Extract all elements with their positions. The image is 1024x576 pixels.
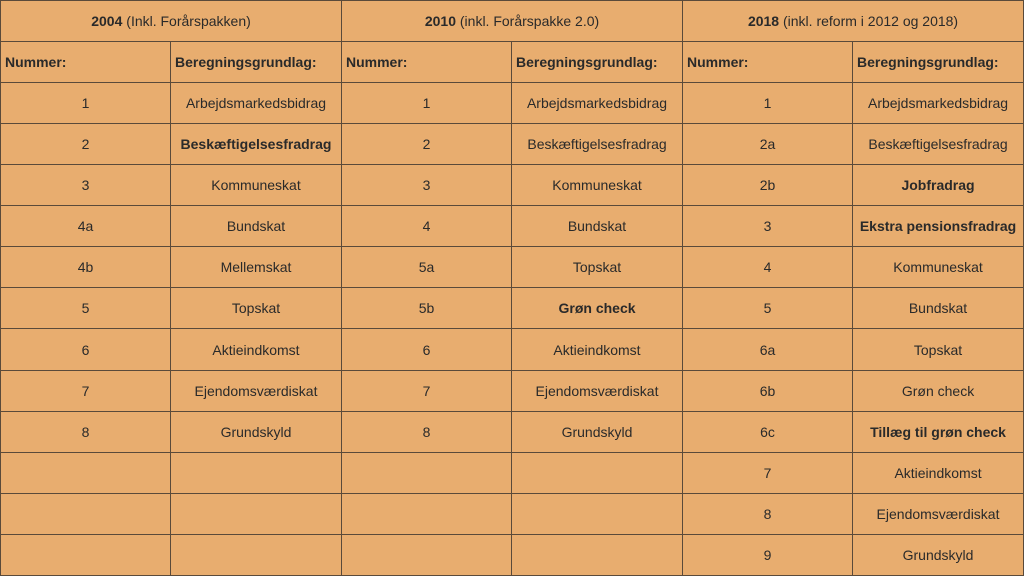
number-cell — [342, 452, 512, 493]
basis-cell — [512, 534, 683, 575]
number-cell: 9 — [683, 534, 853, 575]
basis-cell: Jobfradrag — [853, 165, 1024, 206]
table-row — [1, 124, 1024, 165]
column-header-row — [1, 42, 1024, 83]
table-row — [1, 206, 1024, 247]
table-row — [1, 534, 1024, 575]
number-header: Nummer: — [1, 42, 171, 83]
basis-cell — [171, 534, 342, 575]
number-cell: 5 — [683, 288, 853, 329]
group-header-2010 — [342, 1, 683, 42]
group-note: (inkl. reform i 2012 og 2018) — [779, 13, 959, 29]
number-cell: 7 — [683, 452, 853, 493]
number-cell: 6b — [683, 370, 853, 411]
table-row — [1, 165, 1024, 206]
basis-cell: Grundskyld — [171, 411, 342, 452]
number-cell: 2 — [1, 124, 171, 165]
number-cell: 8 — [683, 493, 853, 534]
basis-cell: Ejendomsværdiskat — [171, 370, 342, 411]
table-row — [1, 247, 1024, 288]
table-row — [1, 329, 1024, 370]
basis-header: Beregningsgrundlag: — [853, 42, 1024, 83]
group-year: 2010 — [424, 13, 456, 29]
basis-cell: Grøn check — [853, 370, 1024, 411]
number-cell: 6 — [342, 329, 512, 370]
basis-cell: Aktieindkomst — [853, 452, 1024, 493]
basis-cell: Beskæftigelsesfradrag — [853, 124, 1024, 165]
basis-cell: Bundskat — [512, 206, 683, 247]
number-cell: 5b — [342, 288, 512, 329]
basis-cell: Kommuneskat — [853, 247, 1024, 288]
number-cell — [342, 493, 512, 534]
basis-cell: Topskat — [853, 329, 1024, 370]
basis-header: Beregningsgrundlag: — [171, 42, 342, 83]
number-cell — [1, 534, 171, 575]
basis-cell — [171, 452, 342, 493]
number-cell: 5 — [1, 288, 171, 329]
basis-cell: Ejendomsværdiskat — [512, 370, 683, 411]
basis-cell — [512, 452, 683, 493]
basis-cell: Ejendomsværdiskat — [853, 493, 1024, 534]
table-row — [1, 493, 1024, 534]
number-header: Nummer: — [342, 42, 512, 83]
number-cell: 1 — [683, 83, 853, 124]
basis-cell: Grøn check — [512, 288, 683, 329]
basis-cell: Arbejdsmarkedsbidrag — [512, 83, 683, 124]
basis-cell: Topskat — [512, 247, 683, 288]
number-cell: 4 — [342, 206, 512, 247]
table-row — [1, 411, 1024, 452]
basis-cell: Bundskat — [171, 206, 342, 247]
number-cell: 2b — [683, 165, 853, 206]
basis-cell — [171, 493, 342, 534]
number-cell: 5a — [342, 247, 512, 288]
number-cell: 7 — [342, 370, 512, 411]
group-note: (inkl. Forårspakke 2.0) — [456, 13, 600, 29]
number-cell: 6 — [1, 329, 171, 370]
basis-cell: Kommuneskat — [512, 165, 683, 206]
basis-cell: Aktieindkomst — [171, 329, 342, 370]
basis-cell: Beskæftigelsesfradrag — [171, 124, 342, 165]
number-cell: 4a — [1, 206, 171, 247]
basis-cell: Aktieindkomst — [512, 329, 683, 370]
basis-cell: Grundskyld — [512, 411, 683, 452]
group-year: 2018 — [747, 13, 780, 29]
number-cell: 8 — [342, 411, 512, 452]
basis-cell: Grundskyld — [853, 534, 1024, 575]
table-row — [1, 83, 1024, 124]
number-cell: 3 — [683, 206, 853, 247]
table-row — [1, 370, 1024, 411]
group-header-2004 — [1, 1, 342, 42]
number-cell: 1 — [342, 83, 512, 124]
number-cell — [1, 452, 171, 493]
basis-cell: Ekstra pensionsfradrag — [853, 206, 1024, 247]
group-header-2018 — [683, 1, 1024, 42]
table-row — [1, 452, 1024, 493]
number-cell: 4b — [1, 247, 171, 288]
basis-cell — [512, 493, 683, 534]
number-cell: 7 — [1, 370, 171, 411]
basis-cell: Arbejdsmarkedsbidrag — [853, 83, 1024, 124]
number-cell — [1, 493, 171, 534]
basis-cell: Tillæg til grøn check — [853, 411, 1024, 452]
number-cell: 6c — [683, 411, 853, 452]
group-note: (Inkl. Forårspakken) — [122, 13, 251, 29]
year-header-row — [1, 1, 1024, 42]
number-cell: 2 — [342, 124, 512, 165]
table-row — [1, 288, 1024, 329]
number-cell: 1 — [1, 83, 171, 124]
number-cell: 6a — [683, 329, 853, 370]
number-cell: 4 — [683, 247, 853, 288]
basis-cell: Bundskat — [853, 288, 1024, 329]
group-year: 2004 — [91, 13, 123, 29]
basis-cell: Arbejdsmarkedsbidrag — [171, 83, 342, 124]
basis-cell: Mellemskat — [171, 247, 342, 288]
number-cell: 3 — [1, 165, 171, 206]
number-cell — [342, 534, 512, 575]
number-header: Nummer: — [683, 42, 853, 83]
basis-cell: Beskæftigelsesfradrag — [512, 124, 683, 165]
number-cell: 2a — [683, 124, 853, 165]
number-cell: 3 — [342, 165, 512, 206]
basis-cell: Topskat — [171, 288, 342, 329]
number-cell: 8 — [1, 411, 171, 452]
basis-header: Beregningsgrundlag: — [512, 42, 683, 83]
basis-cell: Kommuneskat — [171, 165, 342, 206]
